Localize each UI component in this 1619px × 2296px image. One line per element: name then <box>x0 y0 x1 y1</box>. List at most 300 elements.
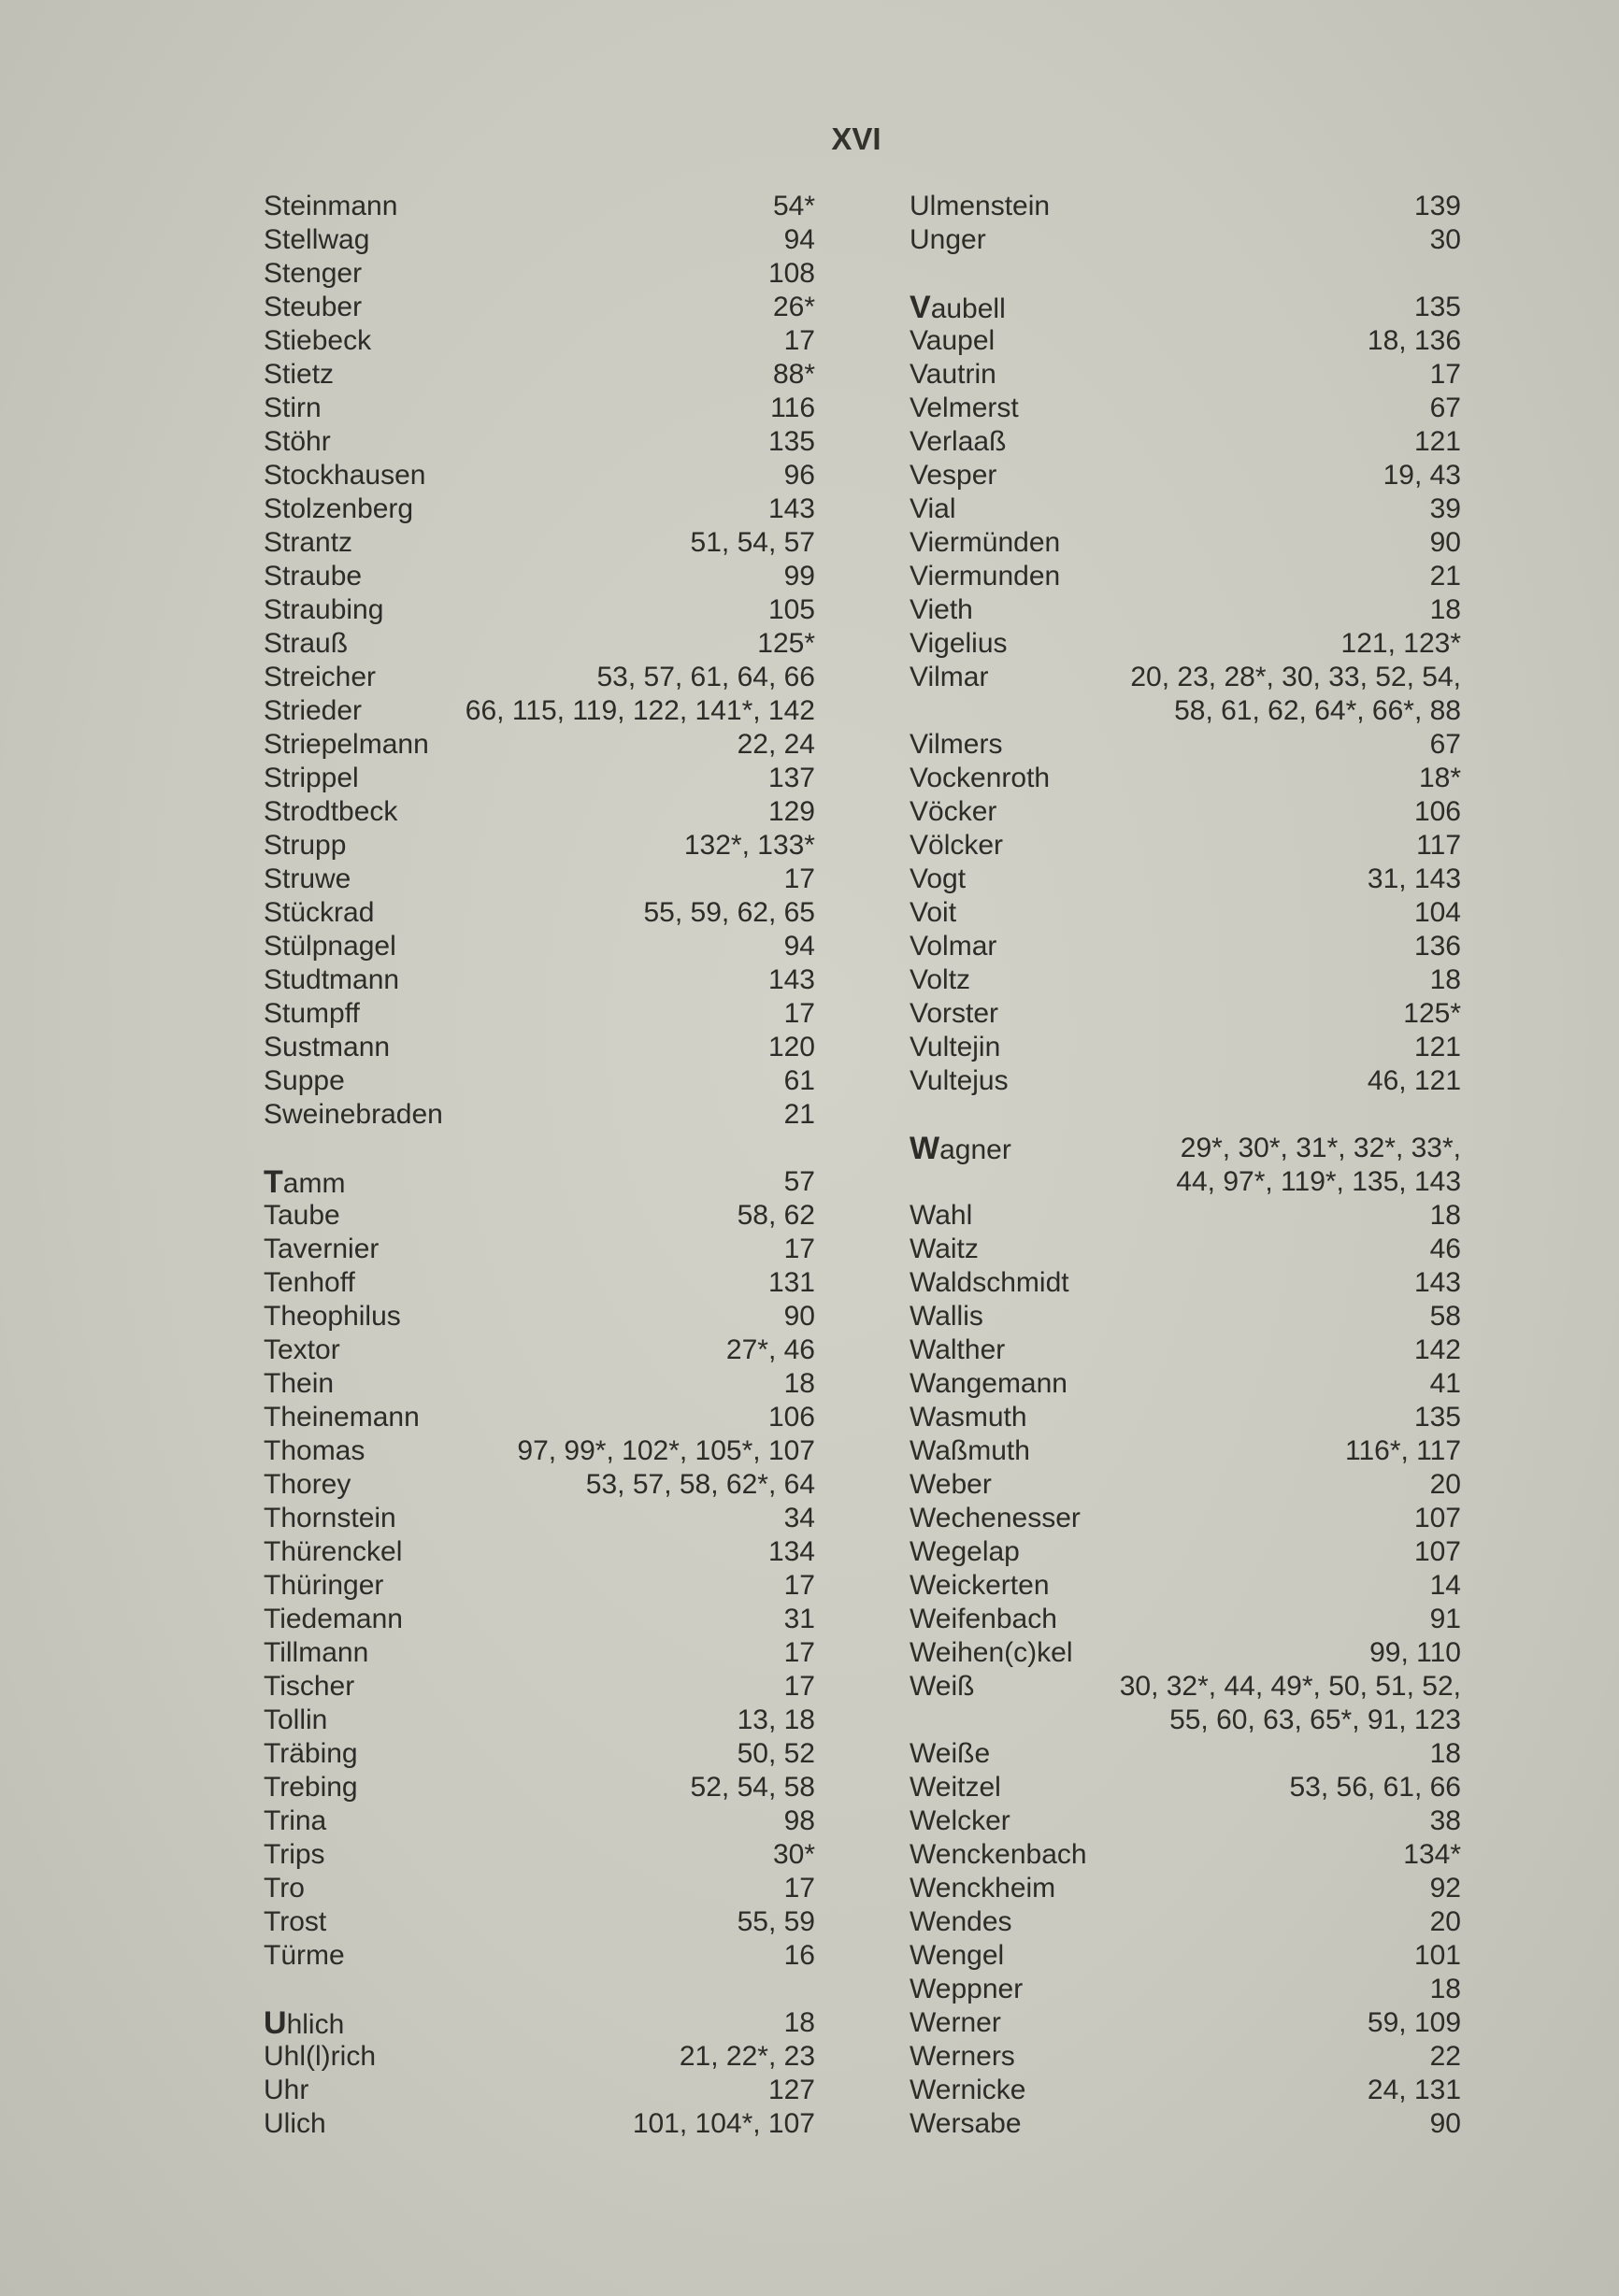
entry-page-numbers <box>1430 223 1461 257</box>
entry-page-numbers <box>1430 1468 1461 1502</box>
page-numbers-line: 58 <box>1429 1301 1461 1332</box>
index-entry <box>264 863 815 896</box>
index-entry <box>264 930 815 963</box>
index-entry <box>264 661 815 694</box>
page-numbers-line: 38 <box>1429 1805 1461 1836</box>
index-entry <box>264 1670 815 1704</box>
index-entry <box>910 1233 1461 1266</box>
entry-page-numbers <box>1416 829 1461 863</box>
entry-name: Vultejus <box>910 1065 1009 1096</box>
index-entry <box>264 1367 815 1401</box>
entry-name: Sustmann <box>264 1032 391 1062</box>
entry-page-numbers <box>784 1569 815 1603</box>
entry-page-numbers <box>784 1165 815 1199</box>
entry-page-numbers <box>1430 593 1461 627</box>
entry-page-numbers <box>784 1670 815 1704</box>
index-entry <box>264 2074 815 2107</box>
index-entry <box>264 1434 815 1468</box>
index-entry <box>910 291 1461 324</box>
page-numbers-line: 20 <box>1429 1906 1461 1937</box>
entry-name: Vautrin <box>910 359 996 390</box>
index-entry <box>910 829 1461 863</box>
page-numbers-line: 143 <box>1413 1267 1461 1298</box>
entry-name: Sweinebraden <box>264 1099 443 1130</box>
index-entry <box>264 358 815 392</box>
index-entry <box>910 2074 1461 2107</box>
entry-name: Strodtbeck <box>264 796 398 827</box>
section-gap <box>264 1132 815 1165</box>
entry-page-numbers <box>1383 459 1461 492</box>
page-numbers-line: 107 <box>1413 1536 1461 1567</box>
index-entry <box>264 190 815 223</box>
page-numbers-line: 26* <box>772 292 815 322</box>
page-numbers-line: 17 <box>783 998 815 1029</box>
page-numbers-line: 92 <box>1429 1873 1461 1904</box>
index-entry <box>910 560 1461 593</box>
entry-page-numbers <box>1290 1771 1462 1804</box>
page-numbers-line: 99 <box>783 561 815 592</box>
index-entry <box>910 930 1461 963</box>
entry-page-numbers <box>1368 2006 1461 2040</box>
entry-name: Theophilus <box>264 1301 401 1332</box>
page-numbers-line: 18 <box>1429 594 1461 625</box>
index-entry <box>910 1300 1461 1333</box>
entry-page-numbers <box>1430 1973 1461 2006</box>
entry-page-numbers <box>1430 560 1461 593</box>
entry-name: Streicher <box>264 662 377 692</box>
entry-page-numbers <box>633 2107 815 2141</box>
entry-page-numbers <box>738 1704 815 1737</box>
entry-name: Wangemann <box>910 1368 1067 1399</box>
index-entry <box>910 1771 1461 1804</box>
page-numbers-line: 53, 56, 61, 66 <box>1289 1772 1461 1803</box>
entry-page-numbers <box>1369 1636 1461 1670</box>
entry-name <box>264 2006 344 2042</box>
entry-page-numbers <box>784 1300 815 1333</box>
page-numbers-line: 50, 52 <box>737 1738 815 1769</box>
index-entry <box>910 1603 1461 1636</box>
index-entry <box>264 492 815 526</box>
entry-name-rest: amm <box>282 1168 346 1199</box>
index-entry <box>910 1905 1461 1939</box>
entry-name: Velmerst <box>910 392 1019 423</box>
index-entry <box>910 1535 1461 1569</box>
entry-page-numbers <box>1430 1300 1461 1333</box>
page-numbers-line: 98 <box>783 1805 815 1836</box>
page-numbers-line: 106 <box>1413 796 1461 827</box>
index-entry <box>264 728 815 762</box>
index-entry <box>910 1367 1461 1401</box>
entry-name: Stockhausen <box>264 460 426 491</box>
entry-page-numbers <box>757 627 815 661</box>
entry-name: Wengel <box>910 1940 1005 1971</box>
page-numbers-line: 27*, 46 <box>725 1334 815 1365</box>
entry-page-numbers <box>768 2074 815 2107</box>
page-numbers-line: 134* <box>1403 1839 1461 1870</box>
entry-name: Vieth <box>910 594 973 625</box>
page-numbers-line: 17 <box>783 863 815 894</box>
entry-page-numbers <box>1414 896 1461 930</box>
entry-page-numbers <box>1430 392 1461 425</box>
page-numbers-line: 129 <box>767 796 815 827</box>
entry-page-numbers <box>586 1468 815 1502</box>
index-entry <box>264 1737 815 1771</box>
page-numbers-line: 108 <box>767 258 815 289</box>
index-entry <box>264 1199 815 1233</box>
index-entry <box>264 1165 815 1199</box>
entry-name: Tollin <box>264 1704 328 1735</box>
entry-name: Vultejin <box>910 1032 1001 1062</box>
entry-page-numbers <box>768 425 815 459</box>
index-entry <box>264 1603 815 1636</box>
entry-page-numbers <box>1414 425 1461 459</box>
entry-page-numbers <box>680 2040 815 2074</box>
index-entry <box>910 492 1461 526</box>
page-numbers-line: 21 <box>783 1099 815 1130</box>
index-entry <box>264 324 815 358</box>
page-numbers-line: 18, 136 <box>1367 325 1461 356</box>
entry-page-numbers <box>1430 963 1461 997</box>
entry-page-numbers <box>768 963 815 997</box>
entry-name: Welcker <box>910 1805 1010 1836</box>
entry-page-numbers <box>1414 930 1461 963</box>
entry-name: Werners <box>910 2041 1015 2072</box>
entry-page-numbers <box>1430 1569 1461 1603</box>
entry-name: Stenger <box>264 258 363 289</box>
page-number: XVI <box>831 121 881 156</box>
entry-page-numbers <box>517 1434 815 1468</box>
page-numbers-line: 34 <box>783 1503 815 1533</box>
entry-name: Steinmann <box>264 191 398 221</box>
entry-page-numbers <box>1341 627 1461 661</box>
index-entry <box>910 1804 1461 1838</box>
entry-page-numbers <box>784 459 815 492</box>
index-entry <box>264 1064 815 1098</box>
index-entry <box>264 2107 815 2141</box>
entry-page-numbers <box>1430 1905 1461 1939</box>
index-entry <box>910 1132 1461 1199</box>
page-numbers-line: 136 <box>1413 931 1461 962</box>
page-numbers-line: 55, 60, 63, 65*, 91, 123 <box>1169 1704 1461 1735</box>
page-numbers-line: 22, 24 <box>737 729 815 760</box>
page-numbers-line: 116 <box>770 392 815 423</box>
section-gap <box>910 257 1461 291</box>
page-numbers-line: 21 <box>1429 561 1461 592</box>
entry-page-numbers <box>1430 2107 1461 2141</box>
page-numbers-line: 44, 97*, 119*, 135, 143 <box>1176 1166 1461 1197</box>
page-numbers-line: 22 <box>1429 2041 1461 2072</box>
entry-name: Textor <box>264 1334 340 1365</box>
page-numbers-line: 31 <box>783 1604 815 1634</box>
entry-page-numbers <box>1414 795 1461 829</box>
index-entry <box>264 1266 815 1300</box>
page-numbers-line: 18 <box>1429 1974 1461 2004</box>
page-numbers-line: 121 <box>1413 1032 1461 1062</box>
entry-name: Voit <box>910 897 957 928</box>
index-entry <box>264 1804 815 1838</box>
entry-name: Weiße <box>910 1738 991 1769</box>
index-entry <box>264 1233 815 1266</box>
entry-page-numbers <box>684 829 815 863</box>
index-entry <box>910 324 1461 358</box>
entry-name: Vilmar <box>910 662 989 692</box>
index-entry <box>910 795 1461 829</box>
entry-page-numbers <box>1403 1838 1461 1872</box>
entry-page-numbers <box>784 930 815 963</box>
entry-name: Studtmann <box>264 964 400 995</box>
entry-name: Vorster <box>910 998 999 1029</box>
page-numbers-line: 18 <box>1429 964 1461 995</box>
entry-name: Thürenckel <box>264 1536 403 1567</box>
entry-name: Tenhoff <box>264 1267 355 1298</box>
entry-page-numbers <box>1430 492 1461 526</box>
entry-page-numbers <box>1368 1064 1461 1098</box>
index-entry <box>264 1098 815 1132</box>
index-entry <box>264 291 815 324</box>
page-numbers-line: 132*, 133* <box>683 830 815 861</box>
entry-name: Wendes <box>910 1906 1012 1937</box>
index-entry <box>264 2006 815 2040</box>
entry-page-numbers <box>784 1603 815 1636</box>
page-numbers-line: 61 <box>783 1065 815 1096</box>
index-entry <box>910 863 1461 896</box>
entry-page-numbers <box>1414 190 1461 223</box>
page-numbers-line: 121 <box>1413 426 1461 457</box>
index-entry <box>910 762 1461 795</box>
page-numbers-line: 31, 143 <box>1367 863 1461 894</box>
entry-name: Trips <box>264 1839 325 1870</box>
entry-page-numbers <box>1414 1333 1461 1367</box>
page-numbers-line: 21, 22*, 23 <box>679 2041 815 2072</box>
index-entry <box>264 2040 815 2074</box>
index-entry <box>264 1401 815 1434</box>
page-numbers-line: 20, 23, 28*, 30, 33, 52, 54, <box>1130 662 1461 692</box>
page-numbers-line: 58, 62 <box>737 1200 815 1231</box>
index-entry <box>264 1636 815 1670</box>
entry-page-numbers <box>768 1401 815 1434</box>
page-numbers-line: 127 <box>767 2075 815 2105</box>
entry-name: Uhr <box>264 2075 309 2105</box>
entry-page-numbers <box>773 291 815 324</box>
entry-name-rest: agner <box>939 1134 1011 1165</box>
entry-name: Thornstein <box>264 1503 396 1533</box>
entry-page-numbers <box>1430 1367 1461 1401</box>
section-gap <box>910 1098 1461 1132</box>
page-numbers-line: 139 <box>1413 191 1461 221</box>
index-entry <box>910 1468 1461 1502</box>
page-numbers-line: 137 <box>767 763 815 793</box>
entry-name: Thein <box>264 1368 335 1399</box>
index-entry <box>910 223 1461 257</box>
page-numbers-line: 17 <box>783 325 815 356</box>
page-numbers-line: 125* <box>757 628 815 659</box>
index-entry <box>910 526 1461 560</box>
page-numbers-line: 143 <box>767 964 815 995</box>
entry-page-numbers <box>768 795 815 829</box>
entry-name: Unger <box>910 224 986 255</box>
page-numbers-line: 67 <box>1429 392 1461 423</box>
index-entry <box>910 425 1461 459</box>
entry-name: Theinemann <box>264 1402 420 1433</box>
entry-name: Stirn <box>264 392 322 423</box>
entry-name: Türme <box>264 1940 345 1971</box>
entry-name: Viermünden <box>910 527 1061 558</box>
index-entry <box>264 1872 815 1905</box>
entry-name: Weber <box>910 1469 992 1500</box>
entry-name: Waßmuth <box>910 1435 1030 1466</box>
entry-name <box>264 1165 345 1201</box>
page-numbers-line: 52, 54, 58 <box>690 1772 815 1803</box>
page-numbers-line: 135 <box>1413 292 1461 322</box>
page-numbers-line: 58, 61, 62, 64*, 66*, 88 <box>1174 695 1461 726</box>
page-numbers-line: 90 <box>1429 2108 1461 2139</box>
page-numbers-line: 101, 104*, 107 <box>632 2108 815 2139</box>
left-column <box>264 190 815 2141</box>
entry-name: Tischer <box>264 1671 355 1702</box>
entry-page-numbers <box>1368 863 1461 896</box>
entry-name: Walther <box>910 1334 1006 1365</box>
entry-page-numbers <box>1430 526 1461 560</box>
page-numbers-line: 17 <box>783 1873 815 1904</box>
index-entry <box>910 1838 1461 1872</box>
entry-name: Stülpnagel <box>264 931 396 962</box>
index-entry <box>264 1333 815 1367</box>
page-numbers-line: 18 <box>783 2007 815 2038</box>
entry-page-numbers <box>1414 1939 1461 1973</box>
page-numbers-line: 17 <box>783 1671 815 1702</box>
entry-page-numbers <box>784 324 815 358</box>
index-entry <box>910 997 1461 1031</box>
index-entry <box>910 1973 1461 2006</box>
entry-name: Straubing <box>264 594 384 625</box>
section-initial: T <box>264 1164 283 1200</box>
entry-page-numbers <box>773 190 815 223</box>
page-numbers-line: 116*, 117 <box>1345 1435 1461 1466</box>
entry-name: Weiß <box>910 1671 975 1702</box>
index-entry <box>910 963 1461 997</box>
entry-name: Stiebeck <box>264 325 372 356</box>
page-numbers-line: 142 <box>1413 1334 1461 1365</box>
entry-name: Strantz <box>264 527 353 558</box>
entry-name: Wenckenbach <box>910 1839 1087 1870</box>
page-numbers-line: 17 <box>783 1570 815 1601</box>
page-numbers-line: 30 <box>1429 224 1461 255</box>
page-numbers-line: 51, 54, 57 <box>690 527 815 558</box>
entry-name: Vaupel <box>910 325 996 356</box>
page-numbers-line: 30, 32*, 44, 49*, 50, 51, 52, <box>1119 1671 1461 1702</box>
page-numbers-line: 13, 18 <box>737 1704 815 1735</box>
entry-name: Strippel <box>264 763 359 793</box>
entry-name-rest: aubell <box>930 293 1006 324</box>
entry-name: Wechenesser <box>910 1503 1081 1533</box>
entry-page-numbers <box>1430 1603 1461 1636</box>
page-numbers-line: 135 <box>767 426 815 457</box>
entry-name: Vesper <box>910 460 997 491</box>
page-numbers-line: 55, 59, 62, 65 <box>643 897 815 928</box>
entry-name: Vöcker <box>910 796 997 827</box>
entry-page-numbers <box>1414 1502 1461 1535</box>
entry-page-numbers <box>1430 1233 1461 1266</box>
page-numbers-line: 67 <box>1429 729 1461 760</box>
index-entry <box>264 896 815 930</box>
entry-page-numbers <box>1403 997 1461 1031</box>
entry-page-numbers <box>1345 1434 1461 1468</box>
entry-page-numbers <box>773 358 815 392</box>
entry-page-numbers <box>784 997 815 1031</box>
entry-name: Weppner <box>910 1974 1024 2004</box>
index-entry <box>910 358 1461 392</box>
section-initial: U <box>264 2005 287 2041</box>
entry-name: Tiedemann <box>264 1604 403 1634</box>
entry-page-numbers <box>1414 291 1461 324</box>
entry-name: Wersabe <box>910 2108 1022 2139</box>
page-numbers-line: 97, 99*, 102*, 105*, 107 <box>517 1435 815 1466</box>
index-entry <box>910 1434 1461 1468</box>
entry-name: Strupp <box>264 830 347 861</box>
index-entry <box>264 1704 815 1737</box>
entry-page-numbers <box>644 896 816 930</box>
index-entry <box>264 997 815 1031</box>
index-entry <box>264 593 815 627</box>
entry-page-numbers <box>726 1333 815 1367</box>
entry-name: Werner <box>910 2007 1001 2038</box>
entry-name: Stietz <box>264 359 335 390</box>
entry-name-rest: hlich <box>286 2009 345 2040</box>
page-numbers-line: 29*, 30*, 31*, 32*, 33*, <box>1180 1133 1461 1163</box>
entry-page-numbers <box>738 1905 815 1939</box>
entry-name: Trebing <box>264 1772 358 1803</box>
entry-name: Wernicke <box>910 2075 1026 2105</box>
entry-page-numbers <box>784 1804 815 1838</box>
entry-page-numbers <box>738 1199 815 1233</box>
entry-name: Vial <box>910 493 956 524</box>
page-numbers-line: 53, 57, 61, 64, 66 <box>596 662 815 692</box>
index-entry <box>264 1905 815 1939</box>
entry-name: Striepelmann <box>264 729 429 760</box>
index-entry <box>264 1838 815 1872</box>
right-column <box>910 190 1461 2141</box>
entry-page-numbers <box>1176 1132 1461 1199</box>
entry-name: Waldschmidt <box>910 1267 1069 1298</box>
entry-page-numbers <box>1120 1670 1461 1737</box>
page-numbers-line: 19, 43 <box>1383 460 1461 491</box>
entry-name: Weickerten <box>910 1570 1050 1601</box>
page-numbers-line: 90 <box>1429 527 1461 558</box>
entry-page-numbers <box>784 223 815 257</box>
page-numbers-line: 90 <box>783 1301 815 1332</box>
page-numbers-line: 94 <box>783 931 815 962</box>
entry-name: Voltz <box>910 964 971 995</box>
index-entry <box>910 2006 1461 2040</box>
index-entry <box>910 1064 1461 1098</box>
page-numbers-line: 105 <box>767 594 815 625</box>
entry-page-numbers <box>784 560 815 593</box>
entry-page-numbers <box>768 1266 815 1300</box>
page-numbers-line: 39 <box>1429 493 1461 524</box>
entry-page-numbers <box>770 392 815 425</box>
entry-page-numbers <box>1419 762 1461 795</box>
entry-name: Viermunden <box>910 561 1061 592</box>
entry-page-numbers <box>773 1838 815 1872</box>
index-entry <box>264 1939 815 1973</box>
page-numbers-line: 94 <box>783 224 815 255</box>
entry-name: Steuber <box>264 292 363 322</box>
entry-page-numbers <box>1430 1804 1461 1838</box>
entry-name: Wegelap <box>910 1536 1020 1567</box>
entry-page-numbers <box>1430 728 1461 762</box>
index-entry <box>264 694 815 728</box>
page-numbers-line: 120 <box>767 1032 815 1062</box>
